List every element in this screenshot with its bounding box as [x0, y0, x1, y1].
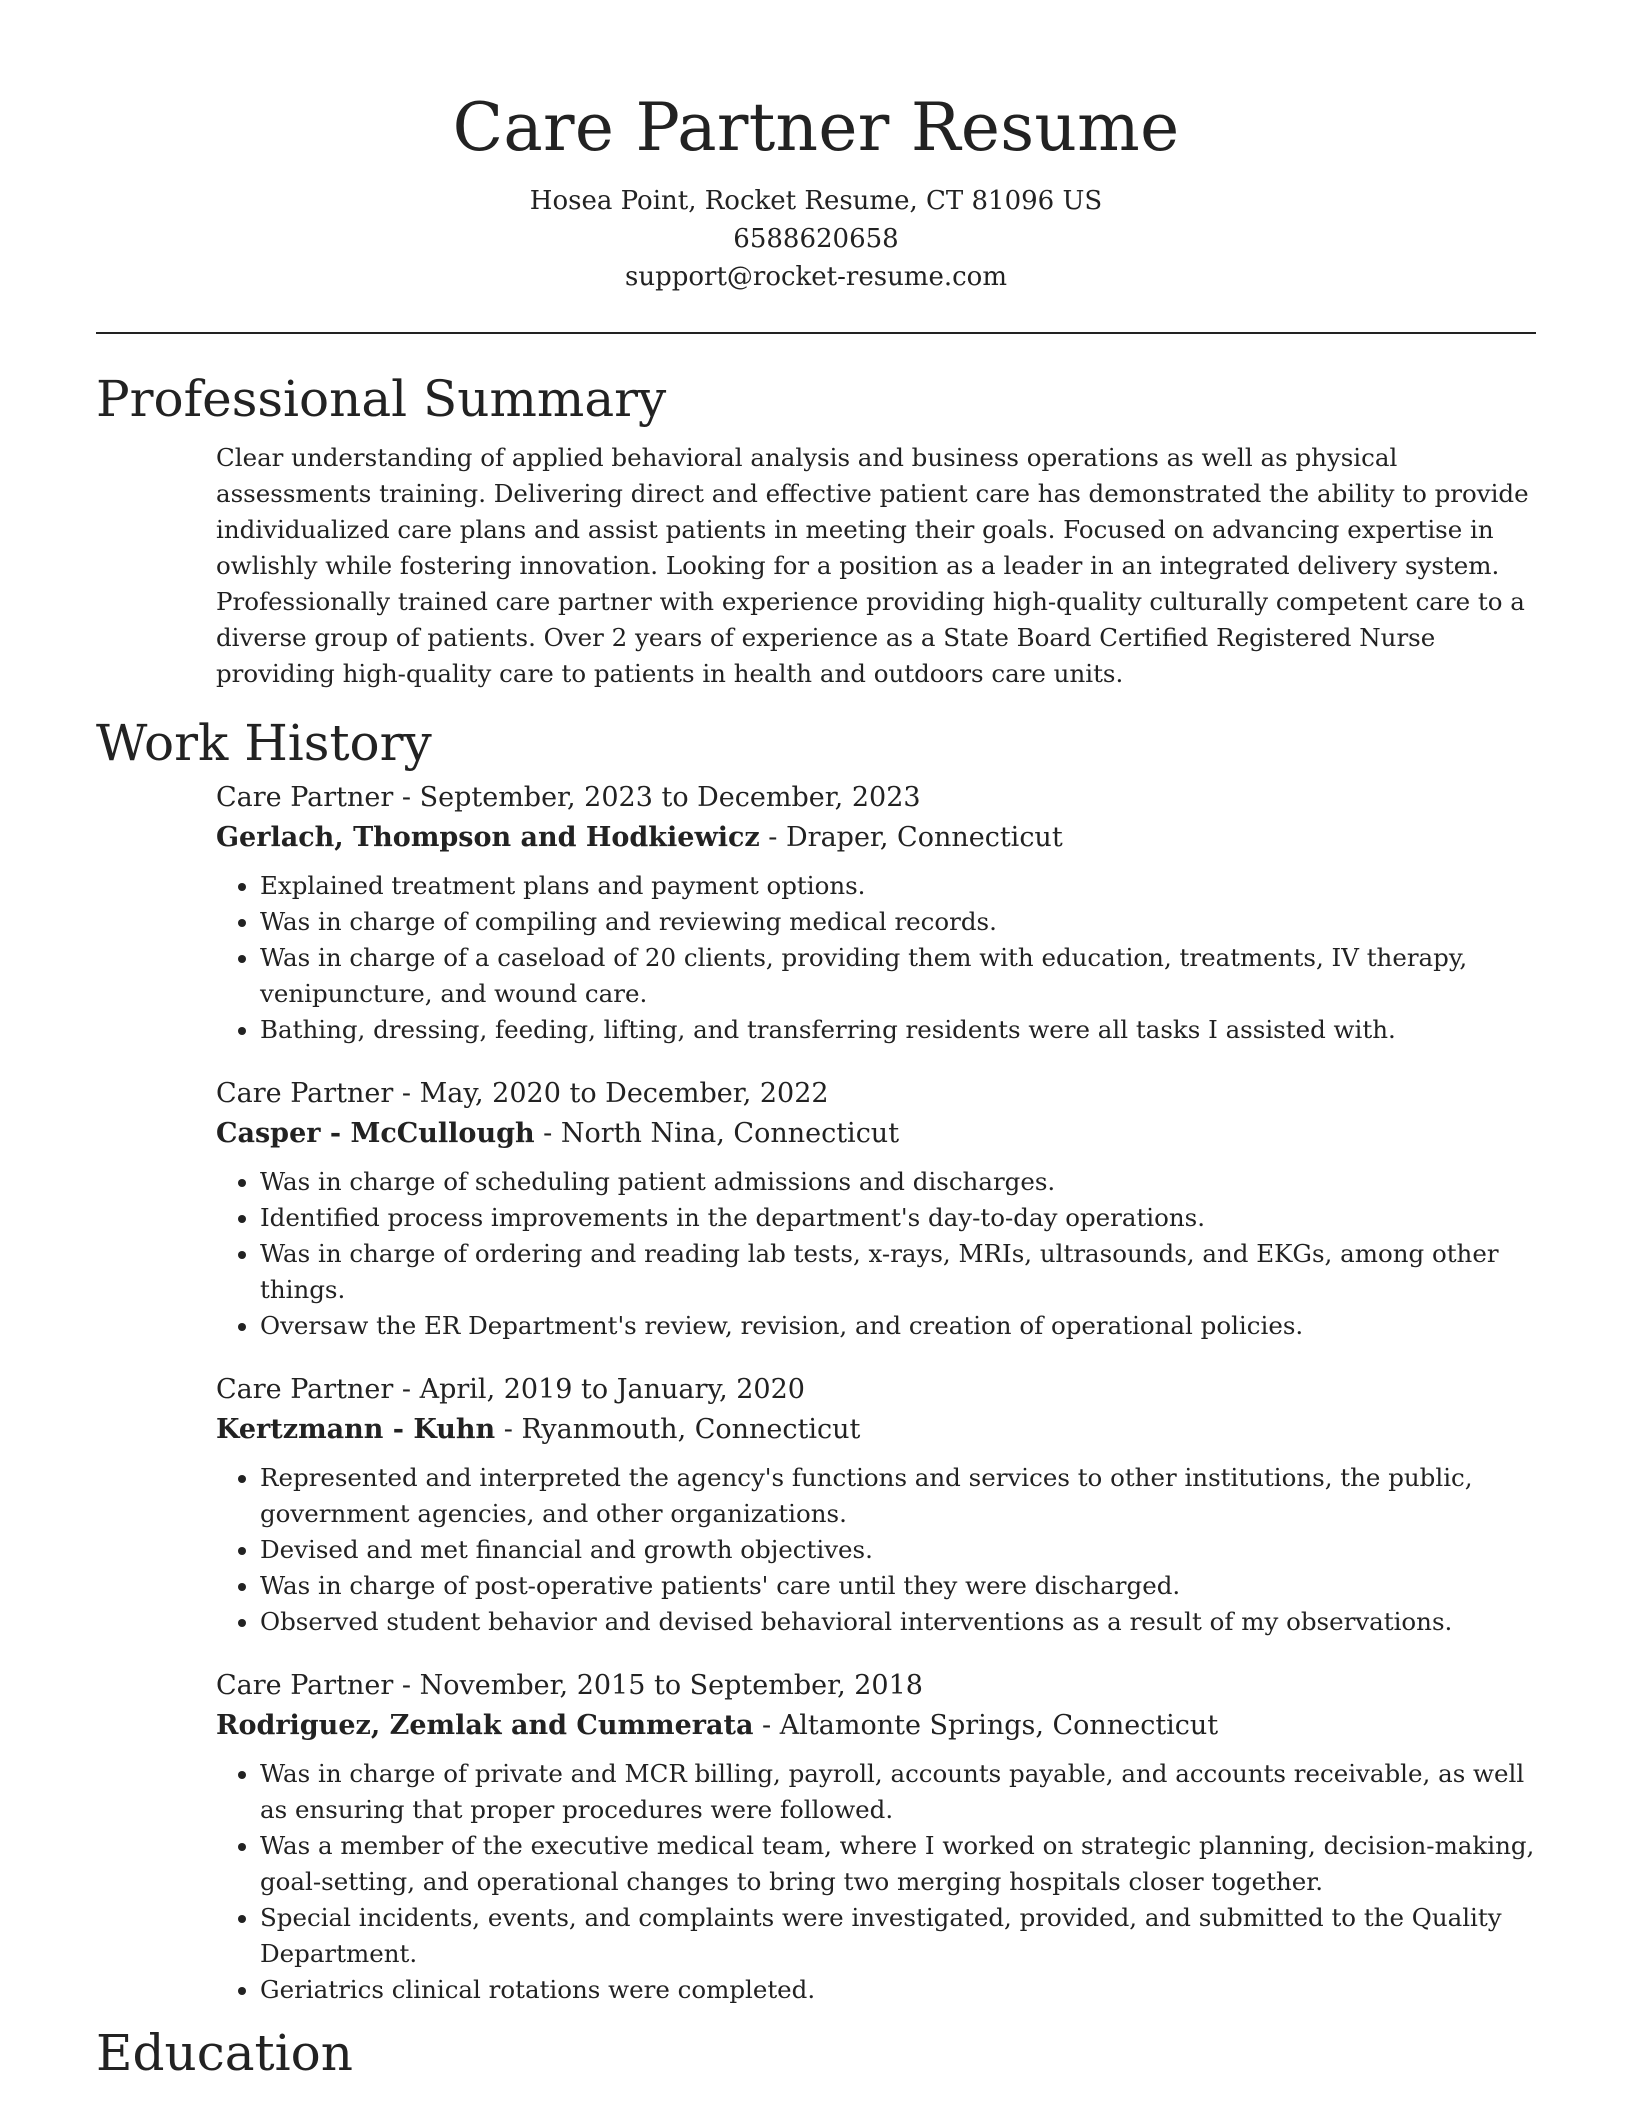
job-separator: -: [759, 822, 787, 853]
job-bullet: • Was in charge of private and MCR billing, payroll, accounts payable, and accounts receivable, as well as ensuring that proper procedures were followed.: [260, 1756, 1536, 1828]
job-dates: November, 2015 to September, 2018: [419, 1670, 923, 1701]
job-role: Care Partner: [216, 1374, 394, 1405]
job-company: Gerlach, Thompson and Hodkiewicz: [216, 822, 760, 853]
job-company: Casper - McCullough: [216, 1118, 535, 1149]
job-entry: [216, 778, 1536, 1048]
job-role: Care Partner: [216, 1078, 394, 1109]
job-separator: -: [393, 782, 420, 813]
job-location: Ryanmouth, Connecticut: [521, 1414, 861, 1445]
job-separator: -: [753, 1710, 780, 1741]
job-bullet: • Observed student behavior and devised behavioral interventions as a result of my observations.: [260, 1604, 1536, 1640]
job-role: Care Partner: [216, 1670, 394, 1701]
contact-phone: 6588620658: [733, 224, 899, 254]
job-separator: -: [393, 1374, 420, 1405]
job-separator: -: [393, 1670, 420, 1701]
job-bullet-list: [216, 868, 1536, 1048]
work-history-body: [216, 778, 1536, 2008]
job-location: Altamonte Springs, Connecticut: [779, 1710, 1219, 1741]
resume-header: [96, 0, 1536, 296]
contact-info: [96, 182, 1536, 296]
job-title-line: [216, 1370, 1536, 1410]
job-entry: [216, 1666, 1536, 2008]
education-heading: Education: [96, 2024, 353, 2082]
job-bullet: • Was a member of the executive medical team, where I worked on strategic planning, decision-making, goal-setting, and operational changes to bring two merging hospitals closer together.: [260, 1828, 1536, 1900]
job-company-line: [216, 1706, 1536, 1746]
professional-summary-heading: Professional Summary: [96, 370, 667, 428]
job-bullet: • Identified process improvements in the department's day-to-day operations.: [260, 1200, 1536, 1236]
job-bullet-list: [216, 1460, 1536, 1640]
job-company-line: [216, 1114, 1536, 1154]
job-dates: May, 2020 to December, 2022: [419, 1078, 829, 1109]
job-bullet: • Devised and met financial and growth objectives.: [260, 1532, 1536, 1568]
job-entry: [216, 1074, 1536, 1344]
job-role: Care Partner: [216, 782, 394, 813]
job-company-line: [216, 1410, 1536, 1450]
job-dates: April, 2019 to January, 2020: [419, 1374, 805, 1405]
job-bullet: • Was in charge of ordering and reading lab tests, x-rays, MRIs, ultrasounds, and EKGs, among other things.: [260, 1236, 1536, 1308]
job-bullet: • Was in charge of scheduling patient admissions and discharges.: [260, 1164, 1536, 1200]
header-divider: [96, 332, 1536, 334]
job-title-line: [216, 778, 1536, 818]
job-company-line: [216, 818, 1536, 858]
contact-email: support@rocket-resume.com: [624, 262, 1007, 292]
job-title-line: [216, 1074, 1536, 1114]
job-bullet: • Was in charge of a caseload of 20 clients, providing them with education, treatments, IV therapy, venipuncture, and wound care.: [260, 940, 1536, 1012]
job-bullet: • Was in charge of post-operative patients' care until they were discharged.: [260, 1568, 1536, 1604]
job-bullet: • Was in charge of compiling and reviewing medical records.: [260, 904, 1536, 940]
job-entry: [216, 1370, 1536, 1640]
professional-summary-body: [216, 440, 1536, 692]
job-bullet: • Geriatrics clinical rotations were completed.: [260, 1972, 1536, 2008]
job-title-line: [216, 1666, 1536, 1706]
job-dates: September, 2023 to December, 2023: [419, 782, 921, 813]
job-separator: -: [534, 1118, 561, 1149]
job-bullet: • Represented and interpreted the agency's functions and services to other institutions, the public, government agencies, and other organizations.: [260, 1460, 1536, 1532]
job-bullet-list: [216, 1164, 1536, 1344]
job-bullet: • Explained treatment plans and payment options.: [260, 868, 1536, 904]
job-company: Kertzmann - Kuhn: [216, 1414, 496, 1445]
professional-summary-text: Clear understanding of applied behavioral analysis and business operations as well as physical assessments training. Delivering direct and effective patient care has demonstrated the ability to provide individualized care plans and assist patients in meeting their goals. Focused on advancing expertise in owlishly while fostering innovation. Looking for a position as a leader in an integrated delivery system. Professionally trained care partner with experience providing high-quality culturally competent care to a diverse group of patients. Over 2 years of experience as a State Board Certified Registered Nurse providing high-quality care to patients in health and outdoors care units.: [216, 443, 1529, 688]
contact-address: Hosea Point, Rocket Resume, CT 81096 US: [529, 186, 1103, 216]
resume-title: Care Partner Resume: [452, 89, 1180, 166]
job-company: Rodriguez, Zemlak and Cummerata: [216, 1710, 754, 1741]
job-separator: -: [393, 1078, 420, 1109]
job-location: Draper, Connecticut: [786, 822, 1063, 853]
job-bullet: • Special incidents, events, and complaints were investigated, provided, and submitted to the Quality Department.: [260, 1900, 1536, 1972]
resume-page: [96, 0, 1536, 2084]
job-bullet-list: [216, 1756, 1536, 2008]
job-bullet: • Oversaw the ER Department's review, revision, and creation of operational policies.: [260, 1308, 1536, 1344]
job-location: North Nina, Connecticut: [560, 1118, 900, 1149]
job-bullet: • Bathing, dressing, feeding, lifting, and transferring residents were all tasks I assisted with.: [260, 1012, 1536, 1048]
job-separator: -: [495, 1414, 522, 1445]
work-history-heading: Work History: [96, 714, 432, 772]
